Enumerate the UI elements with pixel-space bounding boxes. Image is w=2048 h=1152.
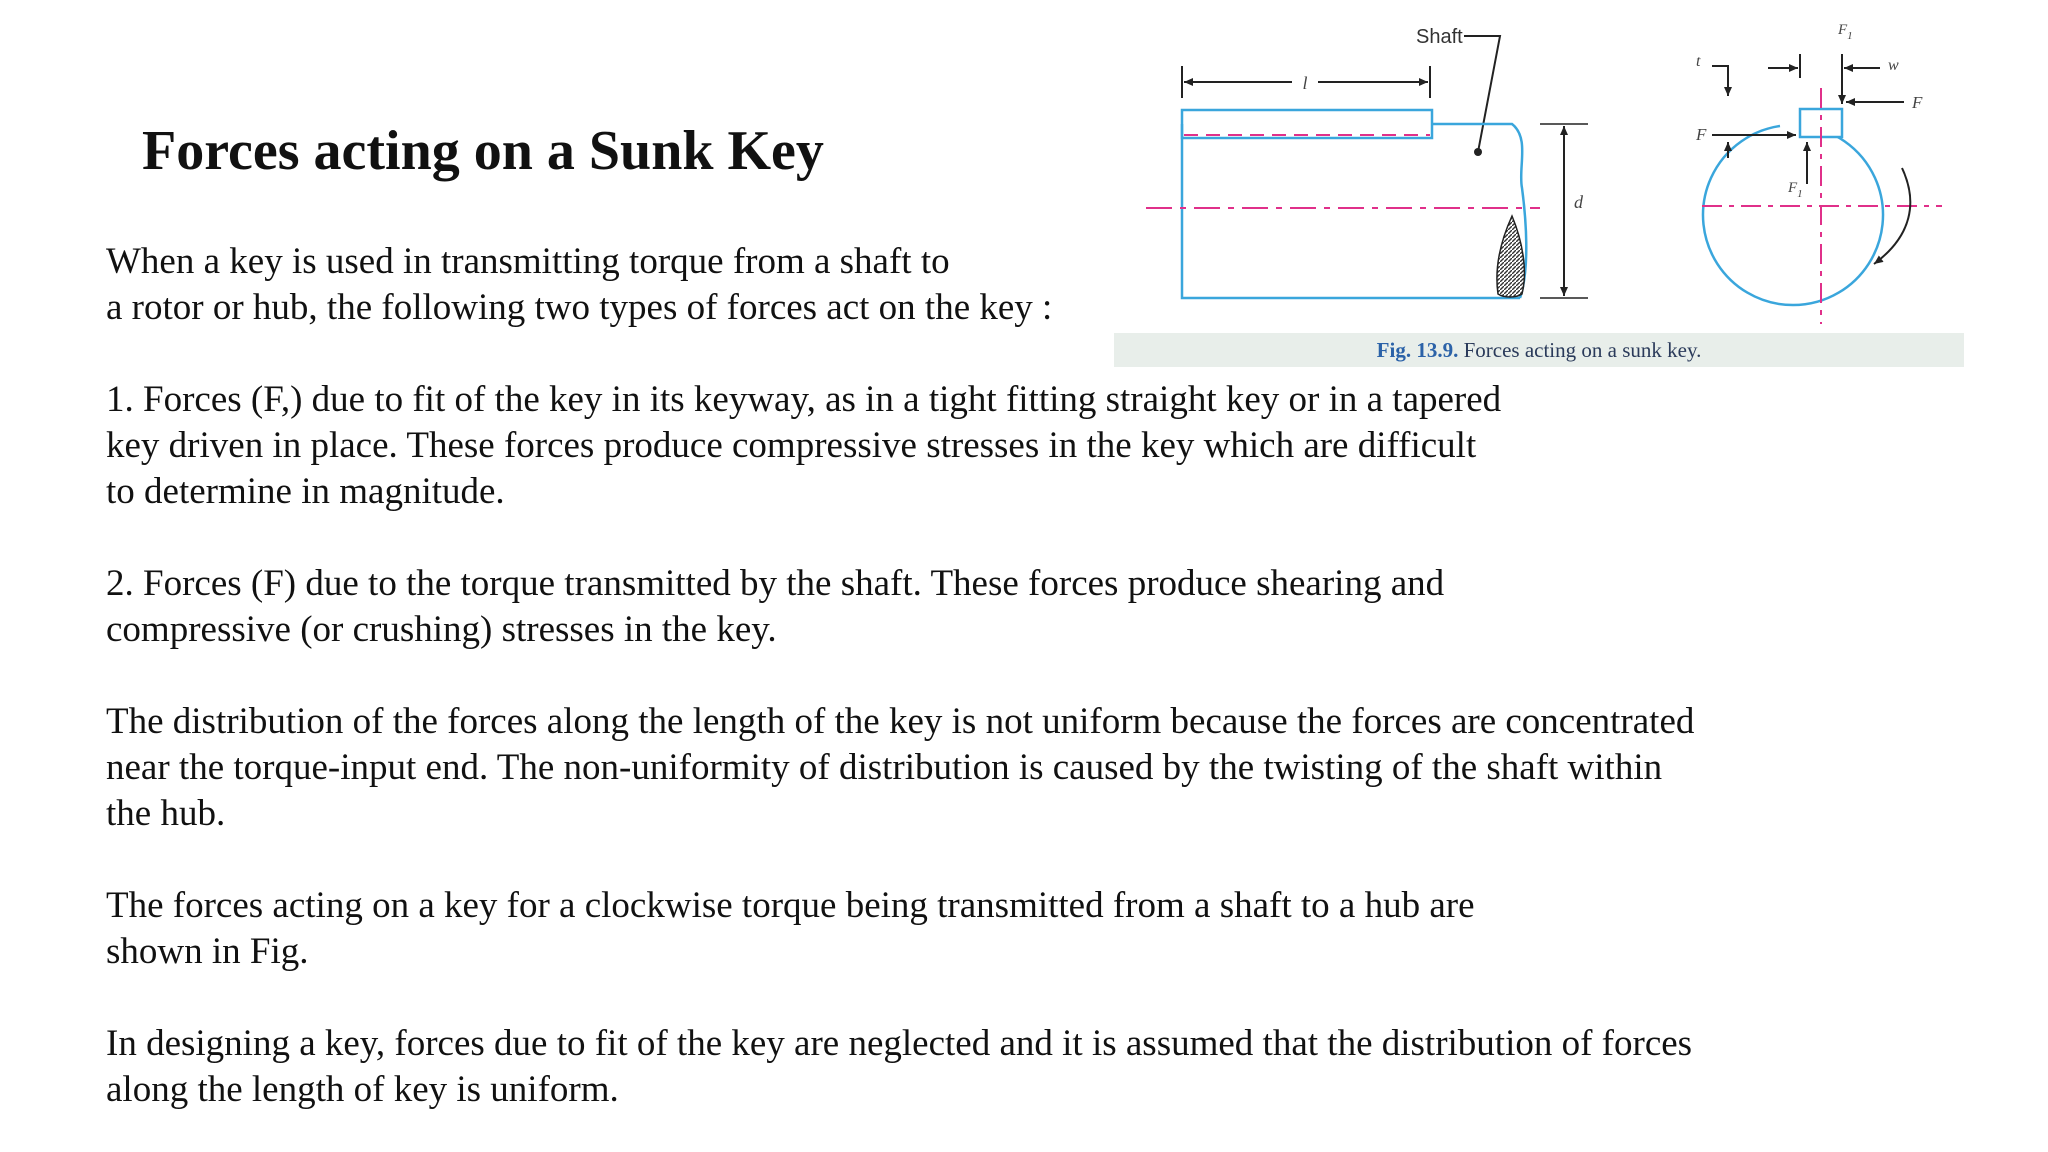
point1-paragraph (106, 377, 1501, 515)
distribution-line: The distribution of the forces along the length of the key is not uniform because the forces are concentrated (106, 701, 1695, 742)
sunk-key-figure (1112, 18, 1964, 368)
clockwise-line: The forces acting on a key for a clockwise torque being transmitted from a shaft to a hub are (106, 885, 1475, 926)
end-view (1695, 22, 1942, 324)
shaft-circle (1703, 126, 1883, 305)
fit-force-bottom-label (1787, 180, 1803, 200)
clockwise-line: shown in Fig. (106, 931, 309, 972)
point2-line: compressive (or crushing) stresses in the key. (106, 609, 777, 650)
length-label: l (1302, 73, 1308, 93)
shaft-outline (1182, 124, 1520, 298)
point2-line: 2. Forces (F) due to the torque transmitted by the shaft. These forces produce shearing and (106, 563, 1445, 604)
intro-paragraph (106, 239, 1052, 331)
sunk-key-diagram (1112, 18, 1964, 338)
distribution-paragraph (106, 699, 1694, 837)
distribution-line: near the torque-input end. The non-uniformity of distribution is caused by the twisting of the shaft within (106, 747, 1663, 788)
shaft-section-hatch (1497, 216, 1524, 297)
fit-force-top-letter: F (1838, 22, 1848, 38)
key-body (1182, 110, 1432, 138)
designing-line: In designing a key, forces due to fit of the key are neglected and it is assumed that the distribution of forces (106, 1023, 1693, 1064)
slide-title: Forces acting on a Sunk Key (142, 120, 824, 182)
fit-force-bottom-subscript: 1 (1797, 188, 1803, 200)
shaft-leader-dot (1474, 148, 1482, 156)
designing-paragraph (106, 1021, 1692, 1113)
intro-line: When a key is used in transmitting torque from a shaft to (106, 241, 950, 282)
shaft-leader (1464, 36, 1500, 152)
fit-force-top-label (1837, 22, 1853, 42)
side-view (1146, 26, 1588, 298)
figure-caption (1114, 333, 1964, 367)
shaft-label: Shaft (1416, 26, 1463, 48)
force-left-label: F (1696, 125, 1707, 144)
point1-line: to determine in magnitude. (106, 471, 505, 512)
intro-line: a rotor or hub, the following two types of forces act on the key : (106, 287, 1053, 328)
fit-force-bottom-letter: F (1788, 180, 1798, 196)
clockwise-paragraph (106, 883, 1475, 975)
torque-arrow (1874, 168, 1910, 264)
figure-caption-bar (1114, 333, 1964, 367)
diameter-label: d (1574, 192, 1583, 212)
point1-line: key driven in place. These forces produce compressive stresses in the key which are difficult (106, 425, 1477, 466)
force-right-label: F (1912, 93, 1923, 112)
thickness-arrow (1712, 66, 1728, 96)
distribution-line: the hub. (106, 793, 226, 834)
figure-caption-text: Forces acting on a sunk key. (1463, 338, 1702, 362)
designing-line: along the length of key is uniform. (106, 1069, 619, 1110)
point2-paragraph (106, 561, 1444, 653)
figure-number: Fig. 13.9. (1376, 338, 1459, 362)
thickness-label: t (1696, 53, 1701, 70)
fit-force-top-subscript: 1 (1847, 30, 1853, 42)
width-label: w (1888, 57, 1899, 74)
point1-line: 1. Forces (F,) due to fit of the key in its keyway, as in a tight fitting straight key or in a tapered (106, 379, 1502, 420)
